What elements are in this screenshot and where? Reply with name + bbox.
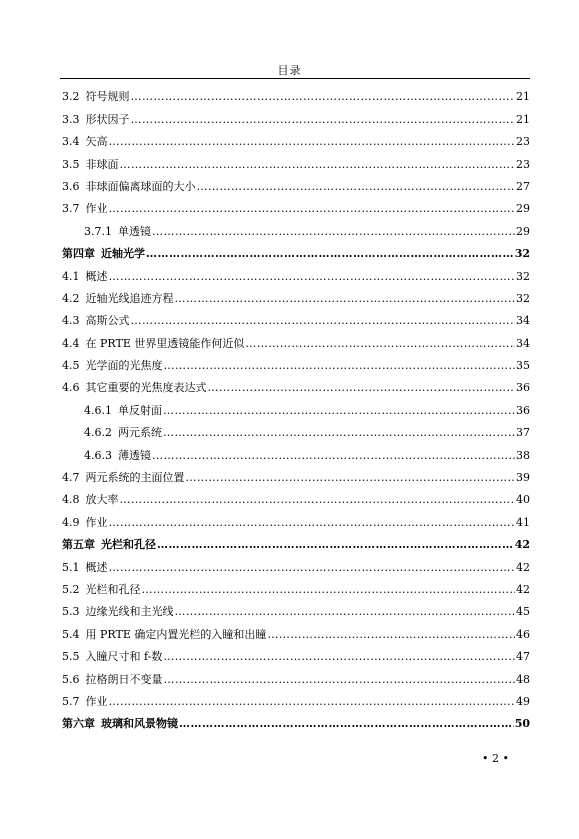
toc-leader-dots [109,202,516,216]
toc-entry-page: 32 [516,291,530,305]
toc-entry-page: 42 [514,538,530,552]
toc-entry[interactable] [62,485,530,507]
toc-entry-title: 光学面的光焦度 [85,359,163,373]
toc-entry-title: 高斯公式 [85,314,130,328]
toc-entry-number: 4.6.2 [84,426,112,440]
toc-entry-title: 非球面偏离球面的大小 [85,179,196,193]
toc-leader-dots [267,628,515,642]
toc-entry-number: 4.1 [62,269,80,283]
toc-leader-dots [245,337,515,351]
toc-entry[interactable] [62,194,530,216]
header-rule [60,78,530,79]
toc-leader-dots [157,538,514,552]
toc-entry[interactable] [62,552,530,574]
toc-entry-title: 玻璃和风景物镜 [101,717,178,731]
toc-chapter-entry[interactable] [62,530,530,552]
toc-entry-title: 两元系统的主面位置 [85,471,185,485]
toc-entry-title: 单透镜 [118,224,151,238]
toc-leader-dots [109,561,516,575]
toc-leader-dots [120,493,516,507]
toc-leader-dots [208,381,516,395]
toc-leader-dots [109,516,516,530]
toc-leader-dots [175,605,516,619]
toc-entry-number: 3.7 [62,202,80,216]
toc-entry-page: 32 [514,247,530,261]
toc-entry-page: 46 [516,627,530,641]
toc-entry[interactable] [62,216,530,238]
toc-leader-dots [142,583,516,597]
toc-leader-dots [163,404,515,418]
toc-entry-number: 4.6.1 [84,403,112,417]
toc-entry-number: 4.7 [62,471,80,485]
toc-entry-number: 3.6 [62,179,80,193]
toc-entry-number: 4.2 [62,291,80,305]
toc-entry-number: 4.5 [62,359,80,373]
toc-entry-title: 近轴光学 [101,247,145,261]
toc-leader-dots [131,113,516,127]
toc-entry[interactable] [62,351,530,373]
toc-entry[interactable] [62,687,530,709]
toc-entry[interactable] [62,597,530,619]
toc-entry[interactable] [62,373,530,395]
toc-entry-title: 作业 [85,515,108,529]
toc-entry[interactable] [62,642,530,664]
toc-entry-page: 23 [516,135,530,149]
toc-entry-title: 作业 [85,202,108,216]
toc-chapter-entry[interactable] [62,709,530,731]
toc-entry-title: 薄透镜 [118,448,151,462]
toc-entry-page: 35 [516,359,530,373]
toc-leader-dots [109,695,516,709]
toc-entry-number: 4.9 [62,515,80,529]
toc-entry-number: 5.1 [62,560,80,574]
running-header: 目录 [277,64,302,77]
toc-entry-number: 5.6 [62,672,80,686]
toc-entry-title: 用 PRTE 确定内置光栏的入瞳和出瞳 [85,627,267,641]
toc-entry-page: 21 [516,112,530,126]
toc-entry-page: 27 [516,179,530,193]
toc-leader-dots [120,158,516,172]
toc-leader-dots [152,225,515,239]
toc-entry-number: 4.8 [62,493,80,507]
toc-entry-number: 5.3 [62,605,80,619]
toc-entry-page: 32 [516,269,530,283]
toc-entry[interactable] [62,507,530,529]
toc-entry-page: 21 [516,90,530,104]
toc-entry-title: 光栏和孔径 [101,538,156,552]
toc-entry[interactable] [62,463,530,485]
toc-entry[interactable] [62,82,530,104]
toc-entry[interactable] [62,664,530,686]
toc-entry-page: 50 [514,717,530,731]
toc-entry-number: 5.7 [62,694,80,708]
toc-entry-page: 40 [516,493,530,507]
toc-leader-dots [109,135,516,149]
toc-entry[interactable] [62,619,530,641]
toc-entry-page: 36 [516,381,530,395]
toc-entry-page: 29 [516,224,530,238]
toc-entry-page: 42 [516,582,530,596]
toc-entry-page: 34 [516,336,530,350]
toc-entry-page: 23 [516,157,530,171]
toc-entry[interactable] [62,440,530,462]
toc-entry-page: 41 [516,515,530,529]
toc-leader-dots [175,292,516,306]
toc-entry-title: 非球面 [85,157,119,171]
toc-entry-number: 3.7.1 [84,224,112,238]
toc-leader-dots [163,426,515,440]
toc-entry-number: 3.4 [62,135,80,149]
toc-entry-number: 3.5 [62,157,80,171]
toc-entry-number: 第六章 [62,717,95,731]
page-number: • 2 • [482,752,509,765]
toc-leader-dots [164,359,516,373]
toc-entry[interactable] [62,261,530,283]
toc-entry-number: 5.4 [62,627,80,641]
toc-entry-page: 38 [516,448,530,462]
toc-entry-page: 49 [516,694,530,708]
toc-entry[interactable] [62,575,530,597]
toc-entry-page: 34 [516,314,530,328]
toc-entry-title: 概述 [85,560,108,574]
toc-entry[interactable] [62,149,530,171]
toc-leader-dots [131,314,516,328]
toc-entry-title: 单反射面 [118,403,162,417]
toc-leader-dots [186,471,516,485]
toc-entry-page: 48 [516,672,530,686]
toc-entry-title: 矢高 [85,135,108,149]
toc-entry-title: 拉格朗日不变量 [85,672,163,686]
toc-entry-title: 入瞳尺寸和 f-数 [85,650,163,664]
toc-entry-title: 放大率 [85,493,119,507]
toc-leader-dots [163,650,515,664]
toc-leader-dots [131,90,516,104]
toc-chapter-entry[interactable] [62,239,530,261]
toc-entry[interactable] [62,104,530,126]
toc-entry[interactable] [62,395,530,417]
toc-entry[interactable] [62,306,530,328]
toc-entry-title: 形状因子 [85,112,130,126]
toc-leader-dots [146,247,514,261]
toc-entry-number: 4.3 [62,314,80,328]
toc-entry-title: 光栏和孔径 [85,582,141,596]
toc-entry-page: 39 [516,471,530,485]
toc-entry-number: 第四章 [62,247,95,261]
toc-entry-title: 在 PRTE 世界里透镜能作何近似 [85,336,245,350]
toc-entry-title: 近轴光线追迹方程 [85,291,174,305]
toc-entry-title: 两元系统 [118,426,162,440]
toc-entry-number: 5.2 [62,582,80,596]
toc-entry-title: 符号规则 [85,90,130,104]
toc-leader-dots [109,270,516,284]
toc-entry-page: 45 [516,605,530,619]
toc-entry-number: 4.4 [62,336,80,350]
toc-entry-title: 作业 [85,694,108,708]
toc-entry-page: 42 [516,560,530,574]
toc-leader-dots [164,673,516,687]
toc-entry-page: 37 [516,426,530,440]
toc-entry[interactable] [62,284,530,306]
toc-entry-number: 4.6 [62,381,80,395]
toc-entry-title: 其它重要的光焦度表达式 [85,381,207,395]
toc-leader-dots [179,717,514,731]
toc-entry-number: 5.5 [62,650,80,664]
toc-entry[interactable] [62,127,530,149]
toc-leader-dots [152,449,515,463]
toc-entry-page: 36 [516,403,530,417]
toc-entry-number: 4.6.3 [84,448,112,462]
toc-entry-title: 概述 [85,269,108,283]
toc-entry-page: 29 [516,202,530,216]
toc-leader-dots [197,180,516,194]
toc-entry-number: 第五章 [62,538,95,552]
toc-entry-number: 3.2 [62,90,80,104]
toc-entry-title: 边缘光线和主光线 [85,605,174,619]
toc-entry[interactable] [62,418,530,440]
toc-entry[interactable] [62,328,530,350]
toc-entry[interactable] [62,172,530,194]
toc-entry-page: 47 [516,650,530,664]
table-of-contents [62,82,530,731]
toc-entry-number: 3.3 [62,112,80,126]
